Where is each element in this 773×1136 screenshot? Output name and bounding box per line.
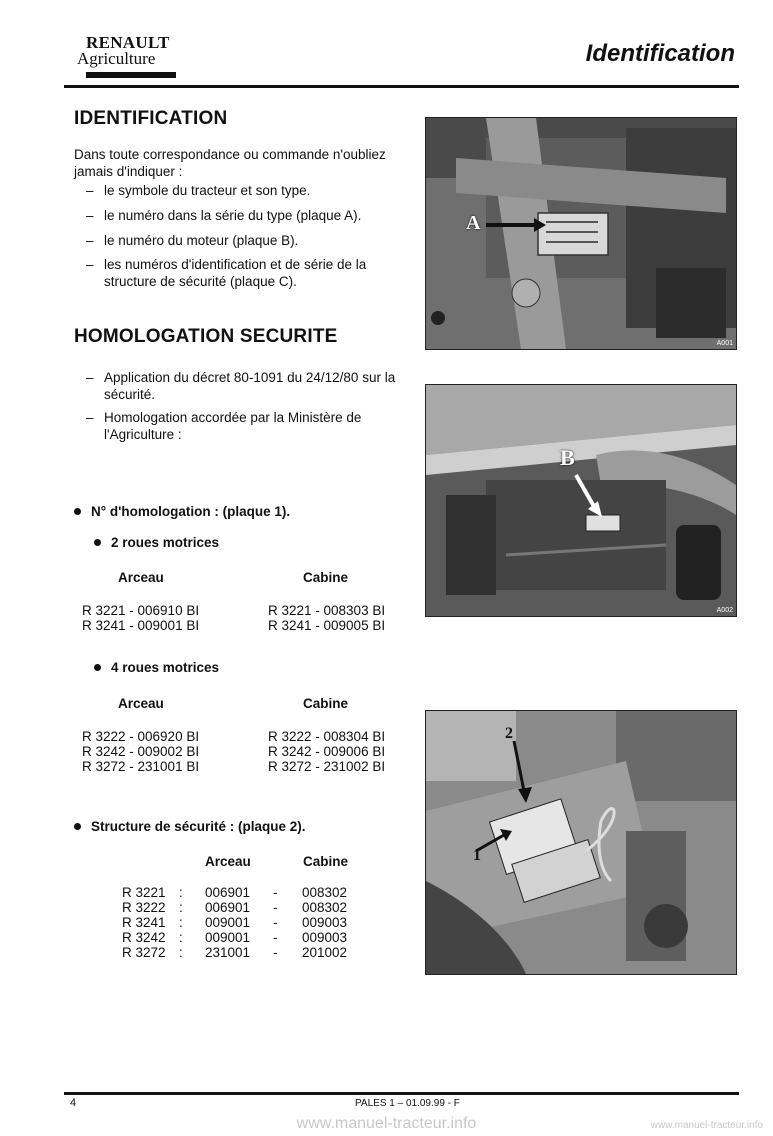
identification-heading: IDENTIFICATION — [74, 108, 228, 129]
table-row: R 3272 - 231002 BI — [268, 759, 386, 774]
intro-line-2: jamais d'indiquer : — [74, 164, 183, 179]
four-wd-col-arceau: Arceau — [118, 696, 164, 711]
callout-b: B — [560, 445, 575, 470]
header-rule — [64, 85, 739, 88]
structure-col-arceau: Arceau — [205, 854, 251, 869]
homologation-heading: HOMOLOGATION SECURITE — [74, 326, 338, 347]
engine-photo-image — [426, 385, 736, 616]
safety-frame-photo-image — [426, 711, 736, 974]
brand-underline — [86, 72, 176, 78]
photo-plate-a — [425, 117, 737, 350]
bullet-icon — [94, 539, 101, 546]
table-row: R 3241 - 009005 BI — [268, 618, 386, 633]
identification-intro — [74, 146, 414, 180]
homologation-number-label: N° d'homologation : (plaque 1). — [74, 503, 290, 520]
table-row: R 3222 : 006901 - 008302 — [122, 900, 348, 915]
two-wd-col-arceau: Arceau — [118, 570, 164, 585]
table-row: R 3241 - 009001 BI — [82, 618, 200, 633]
photo-ref: A001 — [716, 340, 733, 347]
photo-plate-b — [425, 384, 737, 617]
table-row: R 3221 : 006901 - 008302 — [122, 885, 348, 900]
watermark-center: www.manuel-tracteur.info — [296, 1115, 477, 1132]
table-row: R 3272 : 231001 - 201002 — [122, 945, 348, 960]
bullet-icon — [94, 664, 101, 671]
table-row: R 3221 - 008303 BI — [268, 603, 386, 618]
table-row: R 3242 - 009002 BI — [82, 744, 200, 759]
table-row: R 3221 - 006910 BI — [82, 603, 200, 618]
table-row: R 3272 - 231001 BI — [82, 759, 200, 774]
photo-ref: A002 — [716, 607, 733, 614]
four-wd-cabine-list — [268, 729, 385, 774]
bullet-icon — [74, 508, 81, 515]
two-wd-cabine-list — [268, 603, 385, 633]
four-wd-arceau-list — [82, 729, 199, 774]
structure-label: Structure de sécurité : (plaque 2). — [74, 818, 306, 835]
two-wd-arceau-list — [82, 603, 199, 633]
table-row: R 3222 - 008304 BI — [268, 729, 386, 744]
document-reference: PALES 1 – 01.09.99 - F — [355, 1098, 460, 1109]
four-wd-label: 4 roues motrices — [94, 659, 219, 676]
table-row: R 3222 - 006920 BI — [82, 729, 200, 744]
two-wd-col-cabine: Cabine — [303, 570, 349, 585]
brand-subtitle: Agriculture — [77, 49, 156, 68]
footer-rule — [64, 1092, 739, 1095]
callout-a: A — [466, 212, 481, 234]
callout-1: 1 — [473, 847, 481, 864]
page-title: Identification — [585, 40, 735, 67]
two-wd-label: 2 roues motrices — [94, 534, 219, 551]
callout-2: 2 — [505, 725, 513, 742]
table-row: R 3241 : 009001 - 009003 — [122, 915, 348, 930]
structure-col-cabine: Cabine — [303, 854, 349, 869]
page-number: 4 — [70, 1097, 77, 1109]
table-row: R 3242 - 009006 BI — [268, 744, 386, 759]
four-wd-col-cabine: Cabine — [303, 696, 349, 711]
watermark-right: www.manuel-tracteur.info — [650, 1120, 763, 1131]
photo-plate-1-2 — [425, 710, 737, 975]
brand-name: RENAULT — [86, 33, 170, 52]
table-row: R 3242 : 009001 - 009003 — [122, 930, 348, 945]
structure-table — [122, 885, 362, 960]
bullet-icon — [74, 823, 81, 830]
intro-line-1: Dans toute correspondance ou commande n'oubliez — [74, 147, 386, 162]
